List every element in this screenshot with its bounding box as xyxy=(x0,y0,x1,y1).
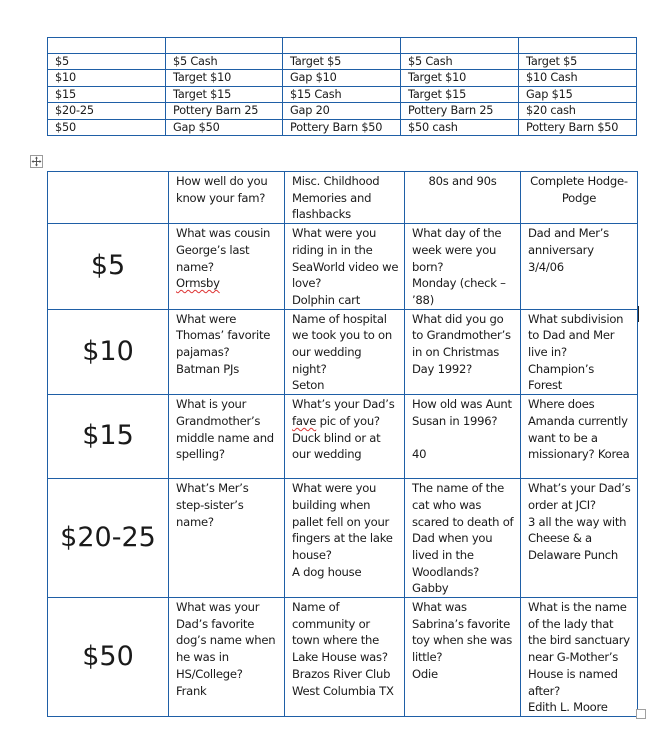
gift-option-cell[interactable]: Target $5 xyxy=(519,53,637,70)
cell-text-line: lived in the xyxy=(412,547,474,562)
cell-text-line: What’s your Dad’s xyxy=(292,397,395,412)
cell-text-line: community or xyxy=(292,616,370,631)
question-cell[interactable] xyxy=(405,309,521,395)
gift-option-cell[interactable]: Gap $10 xyxy=(283,70,401,87)
spellcheck-flagged-word[interactable]: fave xyxy=(292,413,317,428)
cell-text-line: town where the xyxy=(292,633,379,648)
category-header-cell[interactable] xyxy=(169,172,285,224)
cell-text-line: Edith L. Moore xyxy=(528,700,608,715)
cell-text-line: Where does xyxy=(528,397,595,412)
cell-text-line: Misc. Childhood xyxy=(292,174,380,188)
gift-option-cell[interactable]: Pottery Barn $50 xyxy=(283,119,401,136)
jeopardy-table xyxy=(47,171,638,717)
gift-table-row xyxy=(48,119,637,136)
gift-option-cell[interactable]: $50 cash xyxy=(401,119,519,136)
question-cell[interactable] xyxy=(405,224,521,310)
cell-text-line: week were you xyxy=(412,242,497,257)
cell-text-line: What was cousin xyxy=(176,226,271,241)
gift-option-cell[interactable]: Target $10 xyxy=(166,70,283,87)
question-cell[interactable] xyxy=(521,224,638,310)
cell-text-line: What did you go xyxy=(412,311,504,326)
cell-text-line: ’88) xyxy=(412,292,434,307)
cell-text-line: Day 1992? xyxy=(412,361,472,376)
cell-text-line: House is named xyxy=(528,666,618,681)
cell-text-line: 80s and 90s xyxy=(428,174,497,188)
cell-text-line: What’s Mer’s xyxy=(176,481,249,496)
cell-text-line: Susan in 1996? xyxy=(412,413,498,428)
gift-table-header-cell[interactable] xyxy=(519,38,637,54)
gift-option-cell[interactable]: Gap $50 xyxy=(166,119,283,136)
cell-text-line: our wedding xyxy=(292,447,362,462)
question-cell[interactable] xyxy=(285,479,405,598)
cell-text-line: Monday (check – xyxy=(412,276,506,291)
cell-text-line: What were you xyxy=(292,481,377,496)
gift-option-cell[interactable]: Pottery Barn 25 xyxy=(166,103,283,120)
cell-text-line: to Grandmother’s xyxy=(412,328,511,343)
move-arrows-icon xyxy=(31,156,42,167)
cell-text-line xyxy=(412,430,517,447)
gift-option-cell[interactable]: Pottery Barn 25 xyxy=(401,103,519,120)
cell-text-line: live in? xyxy=(528,345,567,360)
cell-text-line: fingers at the lake xyxy=(292,531,393,546)
category-header-cell[interactable] xyxy=(405,172,521,224)
question-cell[interactable] xyxy=(521,598,638,717)
cell-text-line: middle name and xyxy=(176,430,274,445)
cell-text-line: What is your xyxy=(176,397,247,412)
cell-text-line: we took you to on xyxy=(292,328,392,343)
cell-text-line: near G-Mother’s xyxy=(528,650,619,665)
gift-option-cell[interactable]: Gap 20 xyxy=(283,103,401,120)
cell-text-line: want to be a xyxy=(528,430,598,445)
cell-text-line: riding in in the xyxy=(292,242,373,257)
cell-text-line: 3/4/06 xyxy=(528,259,564,274)
gift-option-cell[interactable]: $5 Cash xyxy=(401,53,519,70)
cell-text-line: West Columbia TX xyxy=(292,683,394,698)
gift-option-cell[interactable]: Pottery Barn $50 xyxy=(519,119,637,136)
cell-text-line: spelling? xyxy=(176,447,225,462)
question-row xyxy=(48,224,638,310)
cell-text-line: What was your xyxy=(176,600,260,615)
gift-option-cell[interactable]: $15 Cash xyxy=(283,86,401,103)
cell-text-line: dog’s name when xyxy=(176,633,276,648)
question-cell[interactable] xyxy=(285,395,405,479)
gift-table-header-row xyxy=(48,38,637,54)
cell-text-line: scared to death of xyxy=(412,514,514,529)
cell-text-line: building when xyxy=(292,497,371,512)
gift-table-header-cell[interactable] xyxy=(48,38,166,54)
gift-option-cell[interactable]: $20 cash xyxy=(519,103,637,120)
cell-text-line: pallet fell on your xyxy=(292,514,390,529)
cell-text-line: How old was Aunt xyxy=(412,397,512,412)
cell-text-line: name? xyxy=(176,259,214,274)
cell-text-line: Memories and xyxy=(292,190,372,205)
question-cell[interactable] xyxy=(285,309,405,395)
cell-text-line: Frank xyxy=(176,683,207,698)
gift-option-cell[interactable]: Target $5 xyxy=(283,53,401,70)
cell-text-line: What subdivision xyxy=(528,311,624,326)
question-row xyxy=(48,309,638,395)
cell-text-line: What day of the xyxy=(412,226,502,241)
gift-option-cell[interactable]: Gap $15 xyxy=(519,86,637,103)
cell-text-line: flashbacks xyxy=(292,207,351,222)
cell-text-line: name? xyxy=(176,514,214,529)
cell-text-line: to Dad and Mer xyxy=(528,328,615,343)
question-row xyxy=(48,395,638,479)
cell-text-line: toy when she was xyxy=(412,633,513,648)
category-header-cell[interactable] xyxy=(285,172,405,224)
question-cell[interactable] xyxy=(285,598,405,717)
cell-text-line: Duck blind or at xyxy=(292,430,381,445)
cell-text-line: 40 xyxy=(412,447,427,462)
gift-amount-cell[interactable]: $50 xyxy=(48,119,166,136)
cell-text-line: Name of hospital xyxy=(292,311,387,326)
question-cell[interactable] xyxy=(285,224,405,310)
question-row xyxy=(48,479,638,598)
question-cell[interactable] xyxy=(169,224,285,310)
cell-text-line: Forest xyxy=(528,378,563,393)
question-cell[interactable] xyxy=(169,598,285,717)
cell-text-line: born? xyxy=(412,259,444,274)
gift-amount-cell[interactable]: $20-25 xyxy=(48,103,166,120)
cell-text-line: order at JCI? xyxy=(528,497,596,512)
question-cell[interactable] xyxy=(521,479,638,598)
gift-table-row xyxy=(48,103,637,120)
gift-table-header-cell[interactable] xyxy=(401,38,519,54)
question-cell[interactable] xyxy=(521,395,638,479)
gift-table-row xyxy=(48,53,637,70)
cell-text-line: of the lady that xyxy=(528,616,614,631)
question-cell[interactable] xyxy=(521,309,638,395)
cell-text-line: pajamas? xyxy=(176,345,230,360)
question-cell[interactable] xyxy=(405,598,521,717)
table-move-handle[interactable] xyxy=(30,155,43,168)
cell-text-line: know your fam? xyxy=(176,190,266,205)
cell-text-line: love? xyxy=(292,276,322,291)
cell-text-line: How well do you xyxy=(176,174,268,188)
cell-text-line: night? xyxy=(292,361,327,376)
corner-cell[interactable] xyxy=(48,172,169,224)
question-cell[interactable] xyxy=(405,395,521,479)
gift-amount-cell[interactable]: $15 xyxy=(48,86,166,103)
cell-text-line: Dad when you xyxy=(412,531,493,546)
point-value-cell[interactable]: $15 xyxy=(48,395,169,479)
spellcheck-flagged-word[interactable]: Ormsby xyxy=(176,276,220,291)
cell-text-line: Champion’s xyxy=(528,361,595,376)
cell-text-line: Complete Hodge- xyxy=(530,174,628,188)
cell-text-line: in on Christmas xyxy=(412,345,500,360)
point-value-cell[interactable]: $10 xyxy=(48,309,169,395)
gift-option-cell[interactable]: $10 Cash xyxy=(519,70,637,87)
cell-text-line: Name of xyxy=(292,600,340,615)
gift-table-header-cell[interactable] xyxy=(166,38,283,54)
category-header-cell[interactable] xyxy=(521,172,638,224)
cell-text-line: Dad’s favorite xyxy=(176,616,255,631)
cell-text-line: Gabby xyxy=(412,581,449,596)
cell-text-line: 3 all the way with xyxy=(528,514,627,529)
cell-text-line: SeaWorld video we xyxy=(292,259,399,274)
gift-table xyxy=(47,37,637,136)
cell-text-line: the bird sanctuary xyxy=(528,633,630,648)
gift-amount-cell[interactable]: $5 xyxy=(48,53,166,70)
question-cell[interactable] xyxy=(169,309,285,395)
cell-text-line: Dad and Mer’s xyxy=(528,226,609,241)
gift-table-row xyxy=(48,86,637,103)
gift-option-cell[interactable]: Target $10 xyxy=(401,70,519,87)
cell-text-line: George’s last xyxy=(176,242,250,257)
cell-text-line: Odie xyxy=(412,666,438,681)
gift-option-cell[interactable]: Target $15 xyxy=(401,86,519,103)
point-value-cell[interactable]: $20-25 xyxy=(48,479,169,598)
cell-text-line: What’s your Dad’s xyxy=(528,481,631,496)
cell-text-line: Batman PJs xyxy=(176,361,239,376)
cell-text-line: fave pic of you? xyxy=(292,413,380,428)
gift-table-header-cell[interactable] xyxy=(283,38,401,54)
cell-text-line: Dolphin cart xyxy=(292,292,360,307)
text-cursor xyxy=(638,306,639,322)
question-cell[interactable] xyxy=(169,479,285,598)
cell-text-line: Delaware Punch xyxy=(528,547,619,562)
cell-text-line: Brazos River Club xyxy=(292,666,391,681)
point-value-cell[interactable]: $5 xyxy=(48,224,169,310)
gift-table-row xyxy=(48,70,637,87)
cell-text-line: The name of the xyxy=(412,481,504,496)
cell-text-line: What were you xyxy=(292,226,377,241)
cell-text-line: Thomas’ favorite xyxy=(176,328,271,343)
gift-amount-cell[interactable]: $10 xyxy=(48,70,166,87)
cell-text-line: step-sister’s xyxy=(176,497,244,512)
cell-text-line: Podge xyxy=(561,190,597,205)
cell-text-line xyxy=(176,275,281,292)
cell-text-line: HS/College? xyxy=(176,666,243,681)
question-row xyxy=(48,598,638,717)
cell-text-line: he was in xyxy=(176,650,229,665)
cell-text-line: after? xyxy=(528,683,561,698)
cell-text-line: What were xyxy=(176,311,237,326)
cell-text-line: cat who was xyxy=(412,497,482,512)
cell-text-line: Seton xyxy=(292,378,325,393)
cell-text-line: What was xyxy=(412,600,467,615)
gift-option-cell[interactable]: Target $15 xyxy=(166,86,283,103)
gift-option-cell[interactable]: $5 Cash xyxy=(166,53,283,70)
cell-text-line: Sabrina’s favorite xyxy=(412,616,510,631)
cell-text-line: Woodlands? xyxy=(412,564,480,579)
category-header-row xyxy=(48,172,638,224)
cell-text-line: missionary? Korea xyxy=(528,447,630,462)
cell-text-line: Cheese & a xyxy=(528,531,592,546)
cell-text-line: Grandmother’s xyxy=(176,413,261,428)
question-cell[interactable] xyxy=(169,395,285,479)
cell-text-line: Lake House was? xyxy=(292,650,388,665)
cell-text-line: A dog house xyxy=(292,564,362,579)
table-resize-handle[interactable] xyxy=(636,709,646,719)
cell-text-line: little? xyxy=(412,650,443,665)
cell-text-line: Amanda currently xyxy=(528,413,628,428)
cell-text-line: What is the name xyxy=(528,600,627,615)
cell-text-line: anniversary xyxy=(528,242,594,257)
cell-text-line: our wedding xyxy=(292,345,362,360)
cell-text-line: house? xyxy=(292,547,332,562)
question-cell[interactable] xyxy=(405,479,521,598)
point-value-cell[interactable]: $50 xyxy=(48,598,169,717)
